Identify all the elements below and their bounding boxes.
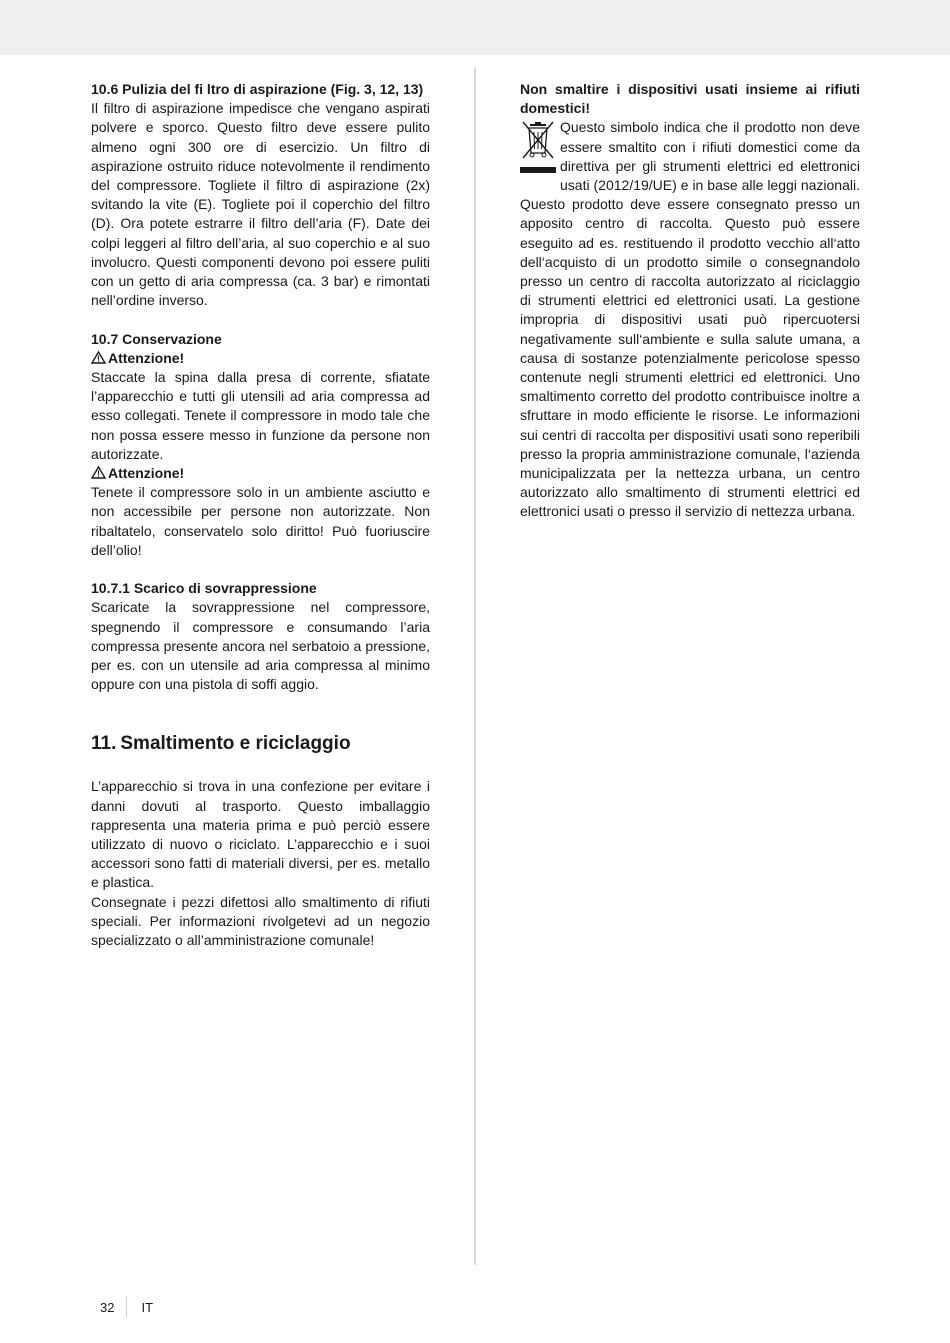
language-code: IT [141,1299,154,1315]
chapter-11-number: 11. [91,733,117,755]
page-footer [100,1296,153,1318]
footer-separator [126,1296,127,1318]
crossed-out-wheelie-bin-icon [520,120,556,182]
section-10-7-heading: 10.7 Conservazione [91,330,222,347]
right-column [520,80,860,522]
warning-label-2: Attenzione! [108,465,185,482]
weee-heading: Non smaltire i dispositivi usati insieme ai rifiuti domestici! [520,81,860,117]
warning-label: Attenzione! [108,349,185,366]
warning-notice [91,349,430,368]
page-number: 32 [100,1299,115,1315]
section-10-7-1-heading: 10.7.1 Scarico di sovrappressione [91,580,317,597]
chapter-11-heading [91,732,430,756]
chapter-11-title: Smaltimento e riciclaggio [120,733,351,755]
section-10-7-text-2: Tenete il compressore solo in un ambiente asciutto e non accessibile per persone non autorizzate. Non ribaltatelo, conservatelo solo diritto! Può fuoriuscire dell’olio! [91,484,430,558]
weee-block [520,118,860,521]
section-10-6-heading: 10.6 Pulizia del fi ltro di aspirazione (Fig. 3, 12, 13) [91,81,424,97]
warning-notice-2 [91,464,430,483]
section-10-6-text: Il filtro di aspirazione impedisce che vengano aspirati polvere e sporco. Questo filtro deve essere pulito almeno ogni 300 ore di esercizio. Un filtro di aspirazione ostruito riduce notevolmente il rendimento del compressore. Togliete il filtro di aspirazione (2x) svitando la vite (E). Togliete poi il coperchio del filtro (D). Ora potete estrarre il filtro dell’aria (F). Date dei colpi leggeri al filtro dell’aria, al suo coperchio e al suo involucro. Questi componenti devono poi essere puliti con un getto di aria compressa (ca. 3 bar) e rimontati nell’ordine inverso. [91,100,430,309]
section-10-7-1-text: Scaricate la sovrappressione nel compressore, spegnendo il compressore e consumando l’aria compressa presente ancora nel serbatoio a pressione, per es. con un utensile ad aria compressa al minimo oppure con una pistola di soffi aggio. [91,599,430,693]
weee-text: Questo simbolo indica che il prodotto non deve essere smaltito con i rifiuti domestici come da direttiva per gli strumenti elettrici ed elettronici usati (2012/19/UE) e in base alle leggi nazionali. Questo prodotto deve essere consegnato presso un apposito centro di raccolta. Questo può essere eseguito ad es. restituendo il prodotto vecchio all‘atto dell‘acquisto di un prodotto simile o consegnandolo presso un centro di raccolta autorizzato al riciclaggio di strumenti elettrici ed elettronici usati. La gestione impropria di dispositivi usati può ripercuotersi negativamente sull‘ambiente e sulla salute umana, a causa di sostanze potenzialmente pericolose spesso contenute negli strumenti elettrici ed elettronici. Uno smaltimento corretto del prodotto contribuisce inoltre a sfruttare in modo efficiente le risorse. Le informazioni sui centri di raccolta per dispositivi usati sono reperibili presso la propria amministrazione comunale, l‘azienda municipalizzata per la nettezza urbana, un centro autorizzato allo smaltimento di strumenti elettrici ed elettronici usati o presso il servizio di nettezza urbana. [520,119,860,520]
chapter-11-text-2: Consegnate i pezzi difettosi allo smaltimento di rifiuti speciali. Per informazioni rivolgetevi ad un negozio specializzato o all’amministrazione comunale! [91,893,430,949]
warning-triangle-icon [91,351,106,364]
chapter-11-text-1: L’apparecchio si trova in una confezione per evitare i danni dovuti al trasporto. Questo imballaggio rappresenta una materia prima e può perciò essere utilizzato di nuovo o riciclato. L’apparecchio e i suoi accessori sono fatti di materiali diversi, per es. metallo e plastica. [91,778,430,891]
section-10-7-text-1: Staccate la spina dalla presa di corrente, sfiatate l’apparecchio e tutti gli utensili ad aria compressa ad esso collegati. Tenete il compressore in modo tale che non possa essere messo in funzione da persone non autorizzate. [91,369,430,462]
column-divider [474,67,476,1265]
top-band [0,0,950,55]
warning-triangle-icon [91,466,106,479]
left-column [91,80,430,950]
